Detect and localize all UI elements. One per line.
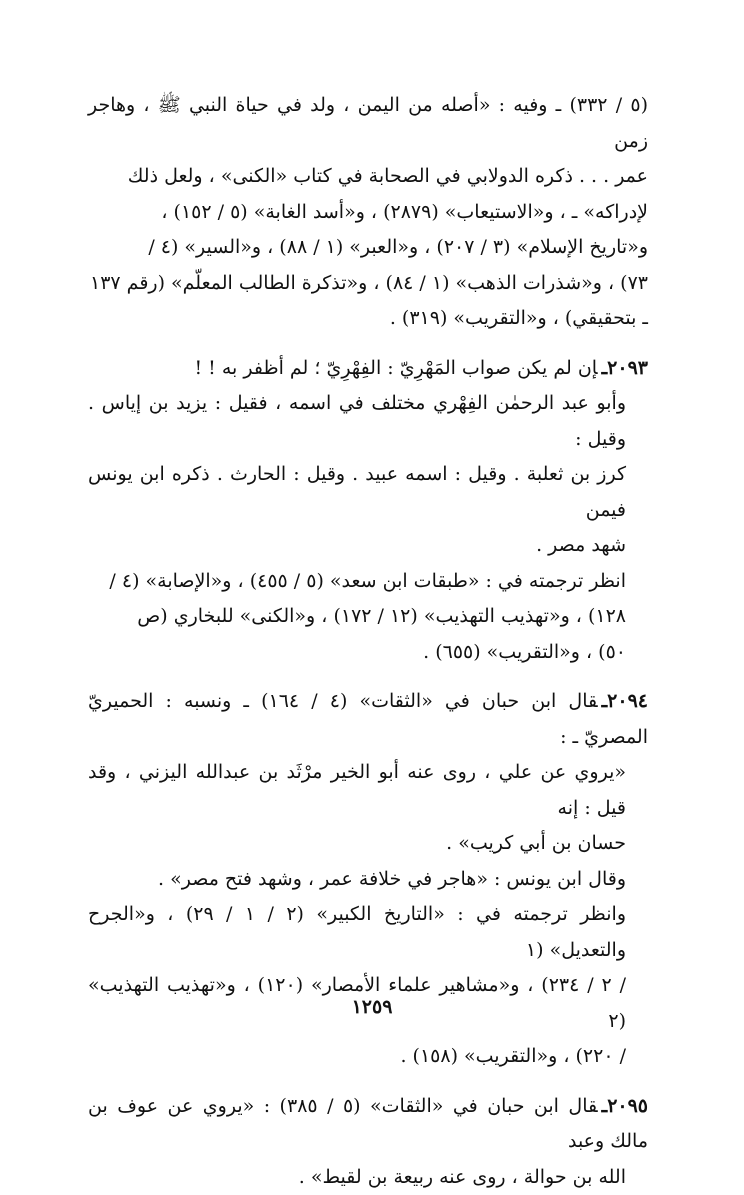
text-line: ٧٣) ، و«شذرات الذهب» (١ / ٨٤) ، و«تذكرة الطالب المعلّم» (رقم ١٣٧ bbox=[88, 266, 648, 302]
entry-heading-text: قال ابن حبان في «الثقات» (٤ / ١٦٤) ـ ونسبه : الحميريّ المصريّ ـ : bbox=[88, 690, 648, 748]
entry-number: ٢٠٩٥ـ bbox=[602, 1095, 648, 1117]
text-line: (٥ / ٣٣٢) ـ وفيه : «أصله من اليمن ، ولد في حياة النبي ﷺ ، وهاجر زمن bbox=[88, 88, 648, 159]
page-number: ١٢٥٩ bbox=[0, 996, 744, 1018]
text-line: ـ بتحقيقي) ، و«التقريب» (٣١٩) . bbox=[88, 301, 648, 337]
entry-number: ٢٠٩٤ـ bbox=[602, 690, 648, 712]
entry-2095 bbox=[88, 1089, 648, 1195]
text-line: و«تاريخ الإسلام» (٣ / ٢٠٧) ، و«العبر» (١ / ٨٨) ، و«السير» (٤ / bbox=[88, 230, 648, 266]
text-line: انظر ترجمته في : «طبقات ابن سعد» (٥ / ٤٥٥) ، و«الإصابة» (٤ / bbox=[88, 564, 648, 600]
text-line: وأبو عبد الرحمٰن الفِهْري مختلف في اسمه ، فقيل : يزيد بن إياس . وقيل : bbox=[88, 386, 648, 457]
text-line: عمر . . . ذكره الدولابي في الصحابة في كتاب «الكنى» ، ولعل ذلك bbox=[88, 159, 648, 195]
text-line: وقال ابن يونس : «هاجر في خلافة عمر ، وشهد فتح مصر» . bbox=[88, 862, 648, 898]
text-line: ٥٠) ، و«التقريب» (٦٥٥) . bbox=[88, 635, 648, 671]
text-line: «يروي عن علي ، روى عنه أبو الخير مرْثَد بن عبدالله اليزني ، وقد قيل : إنه bbox=[88, 755, 648, 826]
entry-heading bbox=[88, 684, 648, 755]
entry-heading-text: قال ابن حبان في «الثقات» (٥ / ٣٨٥) : «يروي عن عوف بن مالك وعبد bbox=[88, 1095, 648, 1153]
entry-heading bbox=[88, 1089, 648, 1160]
text-line: كرز بن ثعلبة . وقيل : اسمه عبيد . وقيل : الحارث . ذكره ابن يونس فيمن bbox=[88, 457, 648, 528]
entry-heading bbox=[88, 351, 648, 387]
text-line: ١٢٨) ، و«تهذيب التهذيب» (١٢ / ١٧٢) ، و«الكنى» للبخاري (ص bbox=[88, 599, 648, 635]
text-line: حسان بن أبي كريب» . bbox=[88, 826, 648, 862]
text-line: وانظر ترجمته في : «التاريخ الكبير» (٢ / ١ / ٢٩) ، و«الجرح والتعديل» (١ bbox=[88, 897, 648, 968]
entry-heading-text: إن لم يكن صواب المَهْرِيّ : الفِهْرِيّ ؛ لم أظفر به ! ! bbox=[195, 357, 598, 379]
entry-number: ٢٠٩٣ـ bbox=[602, 357, 648, 379]
text-line: / ٢ / ٢٣٤) ، و«مشاهير علماء الأمصار» (١٢٠) ، و«تهذيب التهذيب» (٢ bbox=[88, 968, 648, 1039]
text-line: الله بن حوالة ، روى عنه ربيعة بن لقيط» . bbox=[88, 1160, 648, 1195]
text-line: / ٢٢٠) ، و«التقريب» (١٥٨) . bbox=[88, 1039, 648, 1075]
entry-2093 bbox=[88, 351, 648, 671]
text-line: شهد مصر . bbox=[88, 528, 648, 564]
intro-paragraph bbox=[88, 88, 648, 337]
text-line: لإدراكه» ـ ، و«الاستيعاب» (٢٨٧٩) ، و«أسد الغابة» (٥ / ١٥٢) ، bbox=[88, 195, 648, 231]
